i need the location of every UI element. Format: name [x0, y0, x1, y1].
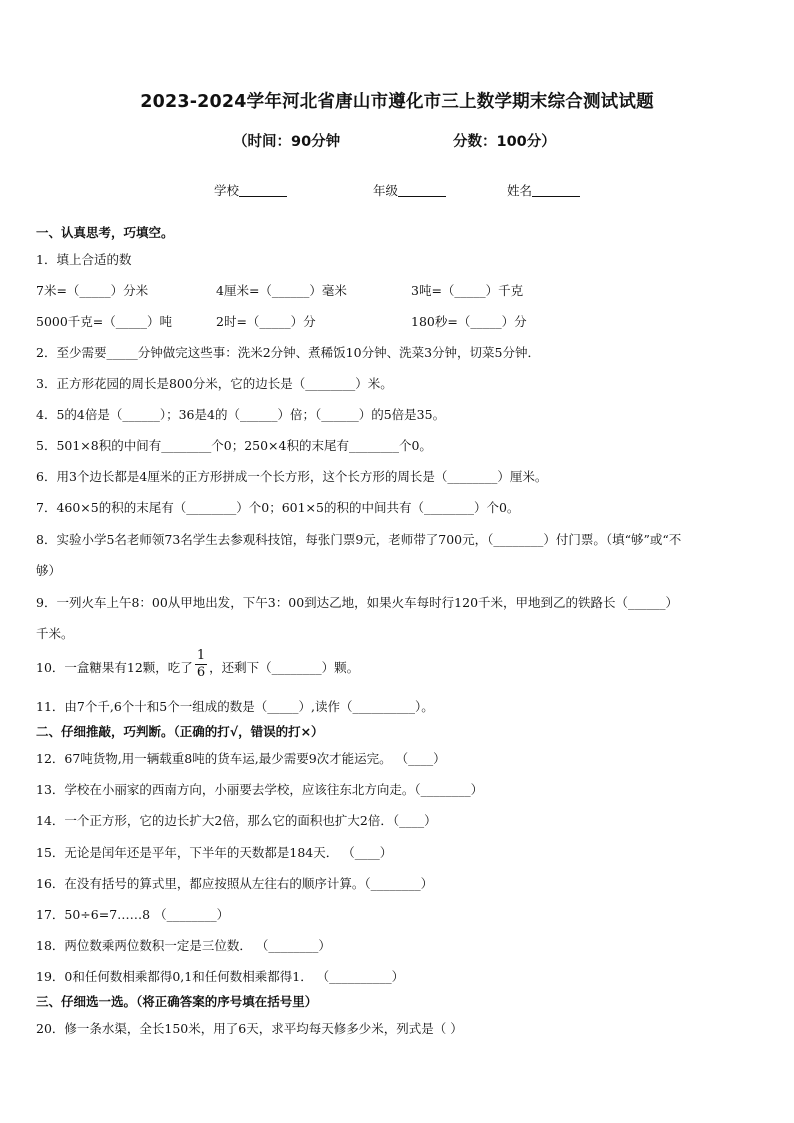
school-label: 学校 [214, 183, 240, 198]
page-title: 2023-2024学年河北省唐山市遵化市三上数学期末综合测试试题 [140, 92, 654, 112]
question-1: 1．填上合适的数 [36, 252, 132, 267]
question-1d: 5000千克=（_____）吨 [36, 314, 173, 329]
question-16: 16．在没有括号的算式里，都应按照从左往右的顺序计算。（________） [36, 876, 434, 891]
question-10-suffix: ，还剩下（________）颗。 [209, 660, 360, 675]
section-2-heading: 二、仔细推敲，巧判断。（正确的打√，错误的打×） [36, 724, 324, 739]
question-13: 13．学校在小丽家的西南方向，小丽要去学校，应该往东北方向走。（________） [36, 782, 484, 797]
grade-field [373, 181, 446, 199]
section-3-heading: 三、仔细选一选。（将正确答案的序号填在括号里） [36, 994, 318, 1009]
question-1a: 7米=（_____）分米 [36, 283, 149, 298]
question-15: 15．无论是闰年还是平年，下半年的天数都是184天． （____） [36, 845, 393, 860]
question-8-line-1: 8．实验小学5名老师领73名学生去参观科技馆，每张门票9元，老师带了700元，（________）付门票。（填“够”或“不 [36, 532, 682, 547]
question-1b: 4厘米=（______）毫米 [216, 283, 347, 298]
section-1-heading: 一、认真思考，巧填空。 [36, 225, 174, 240]
question-10-prefix: 10．一盒糖果有12颗，吃了 [36, 660, 193, 675]
question-8-line-2: 够） [36, 563, 62, 578]
question-1c: 3吨=（_____）千克 [411, 283, 524, 298]
question-1e: 2时=（_____）分 [216, 314, 316, 329]
name-label: 姓名 [507, 183, 533, 198]
grade-blank[interactable] [398, 184, 446, 197]
question-6: 6．用3个边长都是4厘米的正方形拼成一个长方形，这个长方形的周长是（________）厘米。 [36, 469, 548, 484]
question-1f: 180秒=（_____）分 [411, 314, 527, 329]
question-12: 12．67吨货物,用一辆载重8吨的货车运,最少需要9次才能运完。 （____） [36, 751, 446, 766]
question-3: 3．正方形花园的周长是800分米，它的边长是（________）米。 [36, 376, 393, 391]
name-field [507, 181, 580, 199]
question-2: 2．至少需要_____分钟做完这些事：洗米2分钟、煮稀饭10分钟、洗菜3分钟，切菜5分钟． [36, 345, 540, 360]
exam-score: 分数：100分） [453, 134, 556, 150]
exam-time: （时间：90分钟 [233, 134, 341, 150]
question-14: 14．一个正方形，它的边长扩大2倍，那么它的面积也扩大2倍．（____） [36, 813, 437, 828]
fraction-denominator: 6 [196, 665, 206, 680]
school-field [214, 181, 287, 199]
question-9-line-1: 9．一列火车上午8：00从甲地出发，下午3：00到达乙地，如果火车每时行120千米，甲地到乙的铁路长（______） [36, 595, 679, 610]
question-17: 17．50÷6=7……8 （________） [36, 907, 230, 922]
question-4: 4．5的4倍是（______）；36是4的（______）倍；（______）的5倍是35。 [36, 407, 446, 422]
fraction-one-sixth [195, 648, 207, 681]
school-blank[interactable] [239, 184, 287, 197]
question-5: 5．501×8积的中间有________个0；250×4积的末尾有________个0。 [36, 438, 432, 453]
question-18: 18．两位数乘两位数积一定是三位数． （________） [36, 938, 331, 953]
question-19: 19．0和任何数相乘都得0,1和任何数相乘都得1． （__________） [36, 969, 405, 984]
question-10 [36, 648, 360, 685]
question-7: 7．460×5的积的末尾有（________）个0；601×5的积的中间共有（________）个0。 [36, 500, 520, 515]
name-blank[interactable] [532, 184, 580, 197]
fraction-numerator: 1 [196, 648, 206, 663]
question-9-line-2: 千米。 [36, 626, 74, 641]
question-11: 11．由7个千,6个十和5个一组成的数是（_____）,读作（__________）。 [36, 699, 434, 714]
question-20: 20．修一条水渠，全长150米，用了6天，求平均每天修多少米，列式是（ ） [36, 1021, 463, 1036]
grade-label: 年级 [373, 183, 399, 198]
